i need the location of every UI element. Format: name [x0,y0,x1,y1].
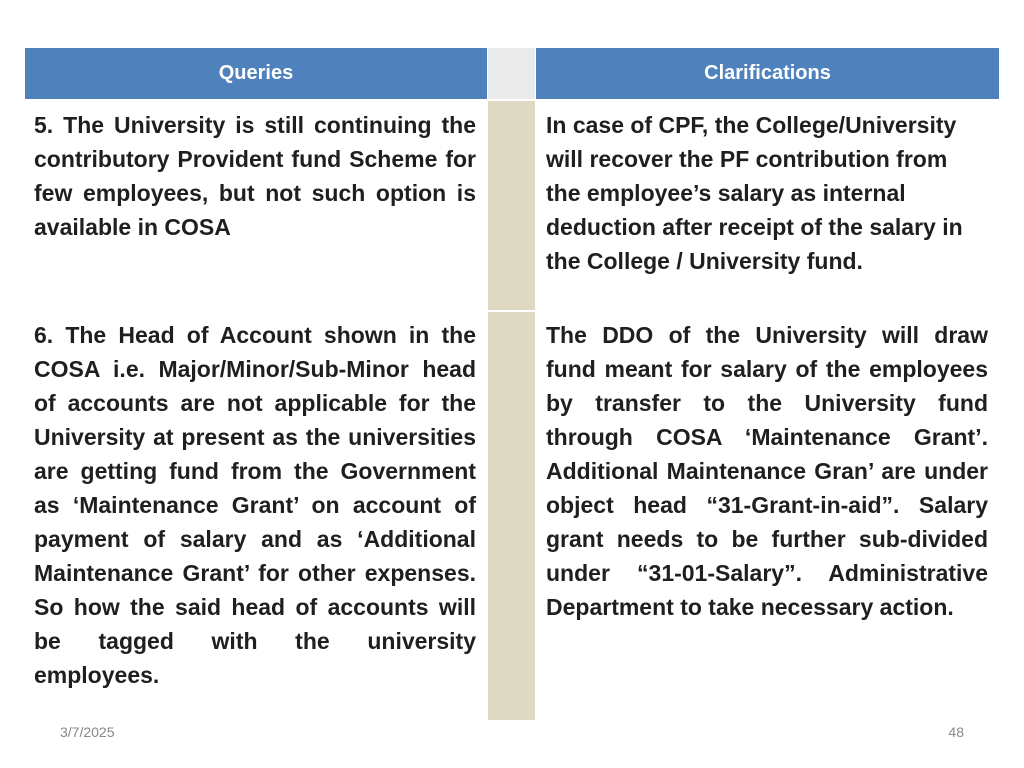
spacer-cell-row-2 [488,312,535,720]
spacer-cell-row-1 [488,101,535,310]
clarification-cell-5: In case of CPF, the College/University will recover the PF contribution from the employee’s salary as internal deduction after receipt of the salary in the College / University fund. [546,112,963,274]
query-cell-6: 6. The Head of Account shown in the COSA i.e. Major/Minor/Sub-Minor head of accounts are not applicable for the University at present as the universities are getting fund from the Government as ‘Maintenance Grant’ on account of payment of salary and as ‘Additional Maintenance Grant’ for other expenses. So how the said head of accounts will be tagged with the university employees. [34,322,476,688]
queries-header: Queries [25,48,487,99]
clarification-cell-6: The DDO of the University will draw fund meant for salary of the employees by transfer to the University fund through COSA ‘Maintenance Grant’. Additional Maintenance Gran’ are under object head “31-Grant-in-aid”. Salary grant needs to be further sub-divided under “31-01-Salary”. Administrative Department to take necessary action. [546,322,988,620]
query-cell-5: 5. The University is still continuing the contributory Provident fund Scheme for few employees, but not such option is available in COSA [34,112,476,240]
footer-date: 3/7/2025 [60,724,115,740]
page-number: 48 [948,724,964,740]
clarifications-header: Clarifications [536,48,999,99]
spacer-header [488,48,535,99]
